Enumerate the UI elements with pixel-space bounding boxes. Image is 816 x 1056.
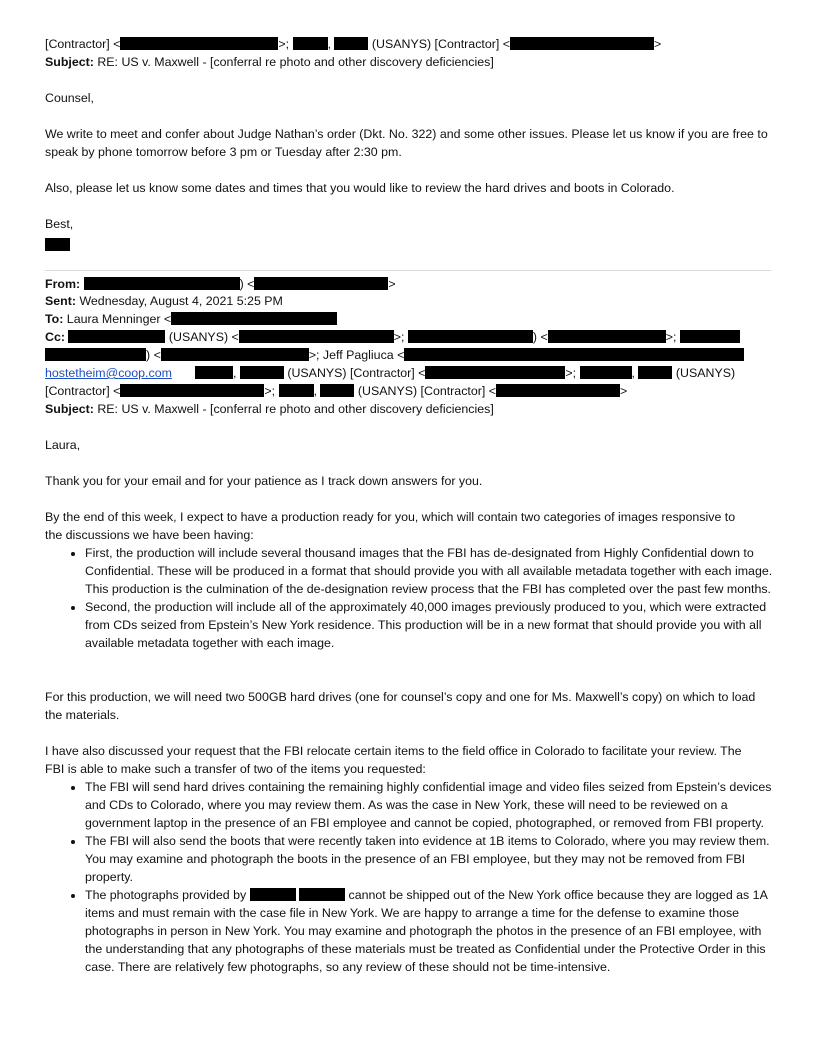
thanks-paragraph: Thank you for your email and for your patience as I track down answers for you. bbox=[45, 474, 483, 488]
from-label: From: bbox=[45, 277, 81, 291]
cc-name-text: >; Jeff Pagliuca < bbox=[308, 348, 405, 362]
separator: ) < bbox=[146, 348, 161, 362]
usanys-text: (USANYS) [Contractor] < bbox=[357, 384, 496, 398]
production-paragraph: By the end of this week, I expect to have a production ready for you, which will contain two categories of images responsive to the discussions we have been having: bbox=[45, 510, 736, 542]
closing-best: Best, bbox=[45, 217, 74, 231]
redaction bbox=[240, 366, 284, 379]
cc-line-4: [Contractor] < >; , (USANYS) [Contractor] < > bbox=[45, 384, 628, 398]
header-subject-line bbox=[45, 53, 494, 71]
redaction bbox=[408, 330, 533, 343]
redaction bbox=[425, 366, 565, 379]
sent-label: Sent: bbox=[45, 294, 76, 308]
bullet-text: cannot be shipped out of the New York office because they are logged as 1A items and must remain with the case file in New York. We are happy to arrange a time for the defense to examine those photographs in person in New York. You may examine and photograph the photos in the presence of an FBI employee, with the understanding that any photographs of these materials must be treated as Confidential under the Protective Order in this case. There are relatively few photographs, so any review of these should not be time-intensive. bbox=[85, 888, 768, 974]
separator: >; bbox=[393, 330, 405, 344]
separator: > bbox=[653, 37, 662, 51]
redaction bbox=[195, 366, 233, 379]
separator: >; bbox=[565, 366, 577, 380]
subject-label: Subject: bbox=[45, 402, 94, 416]
subject-value: RE: US v. Maxwell - [conferral re photo and other discovery deficiencies] bbox=[97, 402, 494, 416]
first-paragraph: We write to meet and confer about Judge Nathan’s order (Dkt. No. 322) and some other issues. Please let us know if you are free to speak by phone tomorrow before 3 pm or Tuesday after 2:30 pm. bbox=[45, 127, 768, 159]
redaction bbox=[161, 348, 309, 361]
redaction bbox=[84, 277, 240, 290]
redaction bbox=[299, 888, 345, 901]
usanys-text: (USANYS) < bbox=[168, 330, 239, 344]
to-value: Laura Menninger < bbox=[66, 312, 172, 326]
redaction bbox=[510, 37, 654, 50]
list-item: • The FBI will also send the boots that were recently taken into evidence at 1B items to Colorado, where you may review them. You may examine and photograph the boots in the presence of an FBI employee, but they may not be removed from FBI property. bbox=[85, 832, 774, 886]
message-divider bbox=[45, 270, 771, 271]
second-paragraph: Also, please let us know some dates and times that you would like to review the hard drives and boots in Colorado. bbox=[45, 181, 675, 195]
separator: > bbox=[619, 384, 628, 398]
header-to-line: [Contractor] < >; , (USANYS) [Contractor] < > bbox=[45, 37, 662, 51]
cc-line-1 bbox=[45, 328, 740, 346]
list-item bbox=[85, 886, 774, 976]
usanys-text: (USANYS) [Contractor] < bbox=[287, 366, 426, 380]
redaction bbox=[548, 330, 666, 343]
cc-label: Cc: bbox=[45, 330, 65, 344]
cc-line-2 bbox=[45, 346, 744, 364]
separator: >; bbox=[665, 330, 677, 344]
separator: ) < bbox=[532, 330, 548, 344]
contractor-text: [Contractor] < bbox=[45, 384, 121, 398]
relocate-paragraph: I have also discussed your request that the FBI relocate certain items to the field office in Colorado to facilitate your review. The FBI is able to make such a transfer of two of the items you requested: bbox=[45, 744, 742, 776]
separator: >; bbox=[278, 37, 290, 51]
email-link-partial[interactable] bbox=[45, 364, 195, 382]
redaction bbox=[580, 366, 632, 379]
redaction bbox=[638, 366, 672, 379]
redaction bbox=[680, 330, 740, 343]
signature-redaction bbox=[45, 236, 70, 254]
redaction bbox=[254, 277, 388, 290]
sent-line bbox=[45, 292, 283, 310]
contractor-text: [Contractor] < bbox=[45, 37, 121, 51]
redaction bbox=[239, 330, 394, 343]
subject-line-2 bbox=[45, 400, 494, 418]
redaction bbox=[120, 37, 278, 50]
email-link-text[interactable]: hostetheim@coop.com bbox=[45, 366, 172, 380]
redaction bbox=[279, 384, 314, 397]
separator: >; bbox=[264, 384, 276, 398]
list-item: • The FBI will send hard drives containing the remaining highly confidential image and video files seized from Epstein’s devices and CDs to Colorado, where you may review them. As was the case in New York, these will need to be reviewed on a government laptop in the presence of an FBI employee and cannot be copied, photographed, or removed from FBI property. bbox=[85, 778, 774, 832]
redaction bbox=[250, 888, 296, 901]
greeting-counsel: Counsel, bbox=[45, 91, 94, 105]
hard-drive-paragraph: For this production, we will need two 500GB hard drives (one for counsel’s copy and one for Ms. Maxwell’s copy) on which to load the materials. bbox=[45, 690, 756, 722]
redaction bbox=[320, 384, 354, 397]
list-item: • First, the production will include several thousand images that the FBI has de-designated from Highly Confidential down to Confidential. These will be produced in a format that should provide you with all available metadata together with each image. This production is the culmination of the de-designation review process that the FBI has completed over the past few months. bbox=[85, 544, 774, 598]
redaction bbox=[293, 37, 328, 50]
list-item: • Second, the production will include all of the approximately 40,000 images previously produced to you, which were extracted from CDs seized from Epstein’s New York residence. This production will be in a new format that should provide you with all available metadata together with each image. bbox=[85, 598, 774, 652]
subject-value: RE: US v. Maxwell - [conferral re photo and other discovery deficiencies] bbox=[97, 55, 494, 69]
separator: > bbox=[388, 277, 396, 291]
redaction bbox=[171, 312, 337, 325]
redaction bbox=[68, 330, 165, 343]
from-line bbox=[45, 275, 396, 293]
greeting-laura: Laura, bbox=[45, 438, 81, 452]
to-line bbox=[45, 310, 337, 328]
redaction bbox=[45, 238, 70, 251]
subject-label: Subject: bbox=[45, 55, 94, 69]
redaction bbox=[120, 384, 264, 397]
redaction bbox=[45, 348, 146, 361]
redaction bbox=[404, 348, 744, 361]
to-label: To: bbox=[45, 312, 64, 326]
sent-value: Wednesday, August 4, 2021 5:25 PM bbox=[79, 294, 283, 308]
relocation-bullets bbox=[45, 778, 774, 976]
usanys-text: (USANYS) [Contractor] < bbox=[371, 37, 510, 51]
bullet-text: The photographs provided by bbox=[85, 888, 247, 902]
redaction bbox=[334, 37, 368, 50]
usanys-text: (USANYS) bbox=[675, 366, 736, 380]
separator: ) < bbox=[239, 277, 255, 291]
production-bullets bbox=[45, 544, 774, 652]
cc-line-3: hostetheim@coop.com , (USANYS) [Contractor] < >; , (USANYS) bbox=[45, 366, 736, 380]
redaction bbox=[496, 384, 620, 397]
